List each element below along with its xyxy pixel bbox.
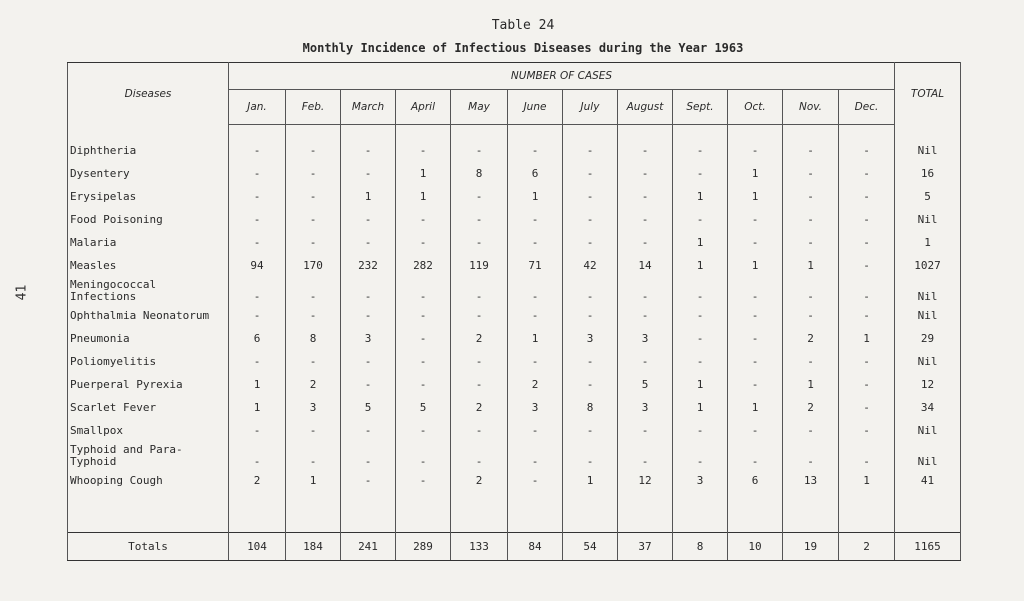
case-count: - [728, 350, 783, 373]
case-count: 42 [563, 254, 618, 277]
disease-name: Erysipelas [68, 185, 229, 208]
case-count: - [286, 139, 341, 162]
case-count: - [229, 185, 286, 208]
case-count: 12 [618, 469, 673, 492]
month-header: May [451, 90, 508, 125]
case-count: 2 [286, 373, 341, 396]
table-row [68, 396, 961, 419]
case-count: - [286, 304, 341, 327]
case-count: - [673, 442, 728, 469]
row-total: Nil [895, 208, 961, 231]
case-count: - [563, 304, 618, 327]
month-header: Nov. [783, 90, 839, 125]
row-total: 29 [895, 327, 961, 350]
month-header: August [618, 90, 673, 125]
table-row [68, 208, 961, 231]
row-total: Nil [895, 442, 961, 469]
case-count: - [508, 419, 563, 442]
case-count: - [618, 231, 673, 254]
case-count: - [563, 277, 618, 304]
case-count: 1 [673, 254, 728, 277]
totals-label: Totals [68, 533, 229, 561]
table-row [68, 419, 961, 442]
case-count: - [508, 442, 563, 469]
case-count: 94 [229, 254, 286, 277]
case-count: 3 [563, 327, 618, 350]
case-count: 6 [229, 327, 286, 350]
case-count: - [618, 442, 673, 469]
month-header: Sept. [673, 90, 728, 125]
case-count: - [673, 208, 728, 231]
case-count: - [286, 442, 341, 469]
case-count: - [508, 231, 563, 254]
monthly-total: 19 [783, 533, 839, 561]
case-count: - [396, 373, 451, 396]
month-header: Jan. [229, 90, 286, 125]
case-count: 71 [508, 254, 563, 277]
case-count: - [396, 208, 451, 231]
monthly-total: 289 [396, 533, 451, 561]
month-header: Oct. [728, 90, 783, 125]
case-count: - [341, 162, 396, 185]
case-count: - [508, 277, 563, 304]
row-total: 16 [895, 162, 961, 185]
number-of-cases-header: NUMBER OF CASES [229, 63, 895, 90]
case-count: 232 [341, 254, 396, 277]
case-count: 13 [783, 469, 839, 492]
grand-total: 1165 [895, 533, 961, 561]
page-number: 41 [14, 284, 30, 301]
case-count: 282 [396, 254, 451, 277]
case-count: - [341, 373, 396, 396]
case-count: 3 [508, 396, 563, 419]
case-count: - [563, 419, 618, 442]
case-count: - [839, 304, 895, 327]
case-count: - [673, 304, 728, 327]
case-count: - [396, 304, 451, 327]
case-count: 3 [618, 327, 673, 350]
table-row [68, 185, 961, 208]
case-count: - [839, 254, 895, 277]
case-count: - [839, 350, 895, 373]
case-count: 1 [673, 373, 728, 396]
case-count: 1 [783, 373, 839, 396]
case-count: - [783, 277, 839, 304]
case-count: 1 [673, 231, 728, 254]
case-count: - [618, 277, 673, 304]
disease-name: Malaria [68, 231, 229, 254]
case-count: 2 [451, 469, 508, 492]
case-count: 1 [673, 396, 728, 419]
case-count: - [396, 139, 451, 162]
diseases-header: Diseases [68, 63, 229, 125]
case-count: - [286, 185, 341, 208]
disease-name: Puerperal Pyrexia [68, 373, 229, 396]
case-count: - [396, 327, 451, 350]
case-count: - [618, 304, 673, 327]
case-count: - [451, 419, 508, 442]
monthly-total: 54 [563, 533, 618, 561]
case-count: - [839, 277, 895, 304]
case-count: - [451, 304, 508, 327]
month-header: March [341, 90, 396, 125]
case-count: - [783, 419, 839, 442]
case-count: 5 [396, 396, 451, 419]
case-count: 1 [341, 185, 396, 208]
table-row [68, 162, 961, 185]
monthly-total: 133 [451, 533, 508, 561]
case-count: - [728, 442, 783, 469]
case-count: - [618, 185, 673, 208]
case-count: 6 [728, 469, 783, 492]
case-count: - [618, 350, 673, 373]
monthly-total: 84 [508, 533, 563, 561]
case-count: - [451, 231, 508, 254]
case-count: - [839, 373, 895, 396]
disease-name: Pneumonia [68, 327, 229, 350]
case-count: - [396, 419, 451, 442]
case-count: - [618, 162, 673, 185]
table-row [68, 350, 961, 373]
case-count: - [839, 442, 895, 469]
case-count: 1 [396, 162, 451, 185]
disease-name: Ophthalmia Neonatorum [68, 304, 229, 327]
case-count: - [451, 208, 508, 231]
table-row [68, 231, 961, 254]
case-count: 1 [728, 185, 783, 208]
case-count: - [229, 277, 286, 304]
case-count: - [396, 231, 451, 254]
row-total: Nil [895, 304, 961, 327]
monthly-total: 10 [728, 533, 783, 561]
case-count: - [229, 139, 286, 162]
row-total: Nil [895, 139, 961, 162]
case-count: - [728, 208, 783, 231]
case-count: - [673, 139, 728, 162]
case-count: - [229, 162, 286, 185]
case-count: - [229, 419, 286, 442]
case-count: - [341, 231, 396, 254]
case-count: 8 [563, 396, 618, 419]
disease-name: Meningococcal Infections [68, 277, 229, 304]
case-count: - [728, 373, 783, 396]
case-count: 3 [341, 327, 396, 350]
case-count: - [839, 419, 895, 442]
case-count: 8 [451, 162, 508, 185]
case-count: 5 [618, 373, 673, 396]
case-count: 3 [673, 469, 728, 492]
case-count: 119 [451, 254, 508, 277]
case-count: - [728, 327, 783, 350]
case-count: - [229, 231, 286, 254]
disease-name: Typhoid and Para- Typhoid [68, 442, 229, 469]
case-count: - [563, 373, 618, 396]
case-count: 1 [508, 185, 563, 208]
case-count: 1 [508, 327, 563, 350]
case-count: 1 [728, 162, 783, 185]
case-count: - [839, 231, 895, 254]
case-count: 6 [508, 162, 563, 185]
case-count: - [451, 442, 508, 469]
table-row [68, 373, 961, 396]
case-count: - [451, 373, 508, 396]
month-header: Dec. [839, 90, 895, 125]
case-count: - [783, 231, 839, 254]
case-count: - [783, 162, 839, 185]
case-count: - [839, 185, 895, 208]
case-count: 3 [286, 396, 341, 419]
case-count: 2 [783, 396, 839, 419]
case-count: - [673, 162, 728, 185]
row-total: 1027 [895, 254, 961, 277]
case-count: - [728, 231, 783, 254]
case-count: - [396, 277, 451, 304]
case-count: - [839, 396, 895, 419]
case-count: - [341, 304, 396, 327]
case-count: 14 [618, 254, 673, 277]
case-count: 1 [673, 185, 728, 208]
row-total: 34 [895, 396, 961, 419]
case-count: - [783, 442, 839, 469]
monthly-total: 8 [673, 533, 728, 561]
case-count: - [341, 469, 396, 492]
case-count: - [341, 139, 396, 162]
table-row [68, 327, 961, 350]
monthly-total: 241 [341, 533, 396, 561]
case-count: 5 [341, 396, 396, 419]
case-count: - [396, 469, 451, 492]
disease-name: Whooping Cough [68, 469, 229, 492]
case-count: 1 [728, 396, 783, 419]
row-total: 12 [895, 373, 961, 396]
case-count: - [563, 208, 618, 231]
case-count: 2 [508, 373, 563, 396]
case-count: 170 [286, 254, 341, 277]
month-header: Feb. [286, 90, 341, 125]
case-count: - [451, 185, 508, 208]
disease-name: Diphtheria [68, 139, 229, 162]
row-total: Nil [895, 350, 961, 373]
case-count: 2 [783, 327, 839, 350]
case-count: 1 [563, 469, 618, 492]
case-count: 1 [728, 254, 783, 277]
total-header: TOTAL [895, 63, 961, 125]
row-total: 41 [895, 469, 961, 492]
row-total: Nil [895, 419, 961, 442]
disease-name: Scarlet Fever [68, 396, 229, 419]
case-count: - [508, 139, 563, 162]
case-count: - [618, 139, 673, 162]
case-count: - [508, 208, 563, 231]
disease-name: Smallpox [68, 419, 229, 442]
case-count: - [563, 442, 618, 469]
case-count: - [618, 419, 673, 442]
case-count: 1 [286, 469, 341, 492]
table-subtitle: Monthly Incidence of Infectious Diseases during the Year 1963 [302, 41, 744, 55]
case-count: - [839, 139, 895, 162]
case-count: - [341, 208, 396, 231]
incidence-table [67, 62, 961, 561]
case-count: - [508, 469, 563, 492]
monthly-total: 37 [618, 533, 673, 561]
case-count: - [783, 185, 839, 208]
case-count: - [341, 442, 396, 469]
case-count: 1 [839, 469, 895, 492]
monthly-total: 184 [286, 533, 341, 561]
case-count: - [728, 419, 783, 442]
table-row [68, 139, 961, 162]
case-count: - [783, 208, 839, 231]
case-count: - [286, 162, 341, 185]
row-total: 5 [895, 185, 961, 208]
case-count: - [783, 304, 839, 327]
case-count: 3 [618, 396, 673, 419]
case-count: - [783, 350, 839, 373]
case-count: 1 [229, 396, 286, 419]
totals-row [68, 533, 961, 561]
disease-name: Poliomyelitis [68, 350, 229, 373]
case-count: - [839, 208, 895, 231]
case-count: - [396, 442, 451, 469]
case-count: - [783, 139, 839, 162]
case-count: - [451, 277, 508, 304]
disease-name: Food Poisoning [68, 208, 229, 231]
case-count: - [396, 350, 451, 373]
case-count: 1 [839, 327, 895, 350]
case-count: - [618, 208, 673, 231]
case-count: 8 [286, 327, 341, 350]
case-count: - [728, 139, 783, 162]
case-count: 2 [451, 396, 508, 419]
case-count: - [563, 185, 618, 208]
table-title: Table 24 [491, 18, 555, 33]
case-count: - [508, 350, 563, 373]
case-count: - [229, 350, 286, 373]
case-count: - [508, 304, 563, 327]
case-count: - [563, 350, 618, 373]
disease-name: Dysentery [68, 162, 229, 185]
month-header: April [396, 90, 451, 125]
case-count: - [673, 419, 728, 442]
table-row [68, 254, 961, 277]
monthly-total: 104 [229, 533, 286, 561]
case-count: - [229, 442, 286, 469]
case-count: - [341, 277, 396, 304]
case-count: 2 [229, 469, 286, 492]
case-count: - [341, 419, 396, 442]
case-count: - [673, 350, 728, 373]
case-count: - [341, 350, 396, 373]
case-count: - [563, 231, 618, 254]
table-row [68, 277, 961, 304]
case-count: - [563, 139, 618, 162]
case-count: - [286, 231, 341, 254]
case-count: - [563, 162, 618, 185]
disease-name: Measles [68, 254, 229, 277]
case-count: - [286, 208, 341, 231]
table-row [68, 469, 961, 492]
row-total: Nil [895, 277, 961, 304]
case-count: - [451, 139, 508, 162]
month-header: July [563, 90, 618, 125]
case-count: - [451, 350, 508, 373]
case-count: - [839, 162, 895, 185]
case-count: 1 [396, 185, 451, 208]
monthly-total: 2 [839, 533, 895, 561]
row-total: 1 [895, 231, 961, 254]
case-count: - [229, 208, 286, 231]
case-count: 1 [783, 254, 839, 277]
case-count: - [728, 304, 783, 327]
case-count: 2 [451, 327, 508, 350]
case-count: - [229, 304, 286, 327]
case-count: - [286, 350, 341, 373]
case-count: - [673, 277, 728, 304]
table-row [68, 304, 961, 327]
case-count: 1 [229, 373, 286, 396]
case-count: - [286, 419, 341, 442]
month-header: June [508, 90, 563, 125]
case-count: - [673, 327, 728, 350]
case-count: - [286, 277, 341, 304]
case-count: - [728, 277, 783, 304]
table-row [68, 442, 961, 469]
